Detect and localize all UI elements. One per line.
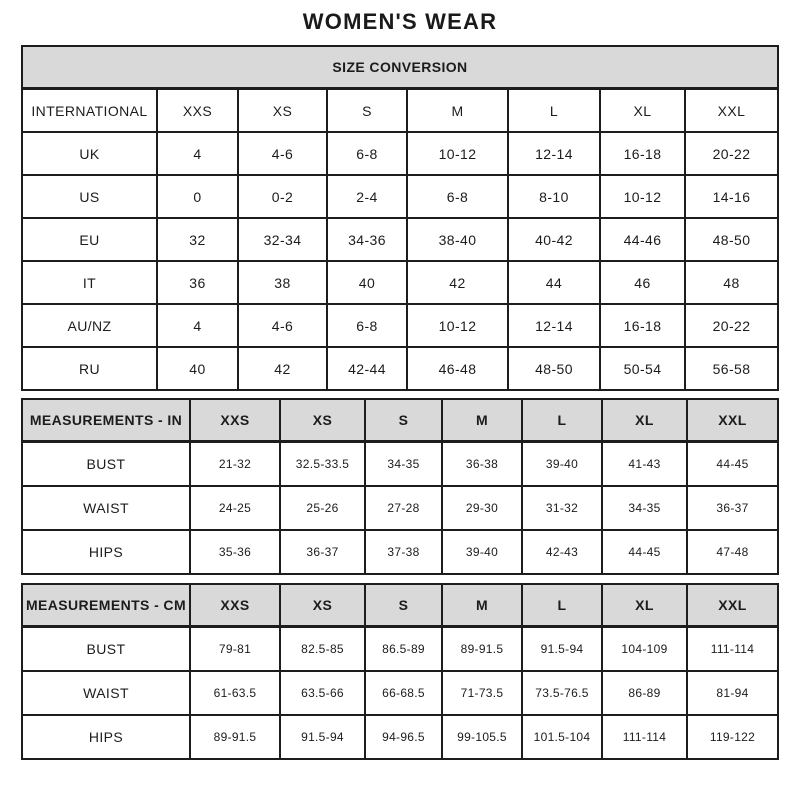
value-cell: 29-30	[442, 486, 522, 530]
size-cell: 40	[327, 261, 407, 304]
size-cell: 38	[238, 261, 327, 304]
row-label: UK	[22, 132, 157, 175]
size-cell: 20-22	[685, 304, 778, 347]
value-cell: 94-96.5	[365, 715, 442, 759]
size-cell: 6-8	[327, 132, 407, 175]
size-cell: 42-44	[327, 347, 407, 390]
measurements-cm-table	[21, 583, 779, 760]
value-cell: 39-40	[442, 530, 522, 574]
table-row	[22, 175, 778, 218]
size-conversion-table	[21, 45, 779, 391]
size-cell: 56-58	[685, 347, 778, 390]
size-cell: 32	[157, 218, 238, 261]
value-cell: 91.5-94	[522, 627, 602, 672]
size-cell: 6-8	[407, 175, 508, 218]
size-cell: 46-48	[407, 347, 508, 390]
size-header-cell: XXL	[687, 584, 778, 627]
value-cell: 39-40	[522, 442, 602, 487]
size-cell: 10-12	[407, 132, 508, 175]
row-label: HIPS	[22, 715, 190, 759]
table-row	[22, 399, 778, 442]
size-header-cell: S	[365, 584, 442, 627]
table-row	[22, 304, 778, 347]
table-row	[22, 218, 778, 261]
row-label: INTERNATIONAL	[22, 89, 157, 133]
row-label: HIPS	[22, 530, 190, 574]
size-cell: 0	[157, 175, 238, 218]
size-cell: 50-54	[600, 347, 685, 390]
size-header-cell: M	[442, 584, 522, 627]
size-cell: 16-18	[600, 132, 685, 175]
value-cell: 99-105.5	[442, 715, 522, 759]
value-cell: 36-38	[442, 442, 522, 487]
size-cell: 16-18	[600, 304, 685, 347]
size-cell: 12-14	[508, 132, 600, 175]
size-header-cell: L	[522, 584, 602, 627]
size-cell: 14-16	[685, 175, 778, 218]
value-cell: 42-43	[522, 530, 602, 574]
size-cell: 4	[157, 304, 238, 347]
size-header-cell: XL	[602, 584, 687, 627]
value-cell: 73.5-76.5	[522, 671, 602, 715]
value-cell: 24-25	[190, 486, 280, 530]
value-cell: 37-38	[365, 530, 442, 574]
value-cell: 34-35	[602, 486, 687, 530]
value-cell: 91.5-94	[280, 715, 365, 759]
table-row	[22, 132, 778, 175]
size-cell: XXL	[685, 89, 778, 133]
size-cell: 36	[157, 261, 238, 304]
value-cell: 31-32	[522, 486, 602, 530]
value-cell: 101.5-104	[522, 715, 602, 759]
size-header-cell: XL	[602, 399, 687, 442]
size-cell: M	[407, 89, 508, 133]
size-cell: 8-10	[508, 175, 600, 218]
size-cell: 38-40	[407, 218, 508, 261]
size-cell: XS	[238, 89, 327, 133]
size-cell: 48-50	[508, 347, 600, 390]
table-row	[22, 347, 778, 390]
size-cell: 44-46	[600, 218, 685, 261]
value-cell: 111-114	[602, 715, 687, 759]
size-cell: 6-8	[327, 304, 407, 347]
table-row	[22, 486, 778, 530]
size-cell: 32-34	[238, 218, 327, 261]
value-cell: 27-28	[365, 486, 442, 530]
size-cell: 4-6	[238, 132, 327, 175]
value-cell: 36-37	[280, 530, 365, 574]
page-title: WOMEN'S WEAR	[302, 9, 498, 34]
row-label: WAIST	[22, 671, 190, 715]
size-header-cell: XXL	[687, 399, 778, 442]
table-row	[22, 715, 778, 759]
table-row	[22, 671, 778, 715]
value-cell: 79-81	[190, 627, 280, 672]
value-cell: 34-35	[365, 442, 442, 487]
size-header-cell: XXS	[190, 399, 280, 442]
size-cell: 10-12	[600, 175, 685, 218]
table-row	[22, 89, 778, 133]
size-header-cell: L	[522, 399, 602, 442]
size-cell: 40	[157, 347, 238, 390]
value-cell: 89-91.5	[190, 715, 280, 759]
value-cell: 81-94	[687, 671, 778, 715]
size-cell: L	[508, 89, 600, 133]
value-cell: 41-43	[602, 442, 687, 487]
row-label: US	[22, 175, 157, 218]
row-label: RU	[22, 347, 157, 390]
size-cell: 44	[508, 261, 600, 304]
size-cell: 48	[685, 261, 778, 304]
value-cell: 66-68.5	[365, 671, 442, 715]
section-header: MEASUREMENTS - CM	[22, 584, 190, 627]
size-cell: 46	[600, 261, 685, 304]
size-cell: XL	[600, 89, 685, 133]
value-cell: 44-45	[602, 530, 687, 574]
value-cell: 86-89	[602, 671, 687, 715]
value-cell: 89-91.5	[442, 627, 522, 672]
value-cell: 86.5-89	[365, 627, 442, 672]
value-cell: 21-32	[190, 442, 280, 487]
size-cell: 4-6	[238, 304, 327, 347]
size-cell: 10-12	[407, 304, 508, 347]
section-header: MEASUREMENTS - IN	[22, 399, 190, 442]
value-cell: 44-45	[687, 442, 778, 487]
value-cell: 71-73.5	[442, 671, 522, 715]
value-cell: 47-48	[687, 530, 778, 574]
row-label: IT	[22, 261, 157, 304]
value-cell: 119-122	[687, 715, 778, 759]
value-cell: 82.5-85	[280, 627, 365, 672]
section-header: SIZE CONVERSION	[22, 46, 778, 89]
size-cell: XXS	[157, 89, 238, 133]
size-cell: 0-2	[238, 175, 327, 218]
row-label: AU/NZ	[22, 304, 157, 347]
value-cell: 32.5-33.5	[280, 442, 365, 487]
size-cell: 42	[238, 347, 327, 390]
table-row	[22, 46, 778, 89]
size-header-cell: XS	[280, 584, 365, 627]
row-label: BUST	[22, 627, 190, 672]
size-cell: 42	[407, 261, 508, 304]
value-cell: 35-36	[190, 530, 280, 574]
size-header-cell: S	[365, 399, 442, 442]
table-row	[22, 261, 778, 304]
value-cell: 104-109	[602, 627, 687, 672]
table-row	[22, 442, 778, 487]
size-header-cell: M	[442, 399, 522, 442]
row-label: WAIST	[22, 486, 190, 530]
value-cell: 63.5-66	[280, 671, 365, 715]
size-header-cell: XXS	[190, 584, 280, 627]
size-cell: 4	[157, 132, 238, 175]
value-cell: 36-37	[687, 486, 778, 530]
value-cell: 25-26	[280, 486, 365, 530]
row-label: BUST	[22, 442, 190, 487]
size-cell: 34-36	[327, 218, 407, 261]
size-cell: 20-22	[685, 132, 778, 175]
size-cell: 48-50	[685, 218, 778, 261]
row-label: EU	[22, 218, 157, 261]
table-row	[22, 584, 778, 627]
value-cell: 61-63.5	[190, 671, 280, 715]
size-cell: 40-42	[508, 218, 600, 261]
value-cell: 111-114	[687, 627, 778, 672]
size-cell: 12-14	[508, 304, 600, 347]
measurements-in-table	[21, 398, 779, 575]
table-row	[22, 530, 778, 574]
size-cell: S	[327, 89, 407, 133]
table-row	[22, 627, 778, 672]
size-header-cell: XS	[280, 399, 365, 442]
size-cell: 2-4	[327, 175, 407, 218]
